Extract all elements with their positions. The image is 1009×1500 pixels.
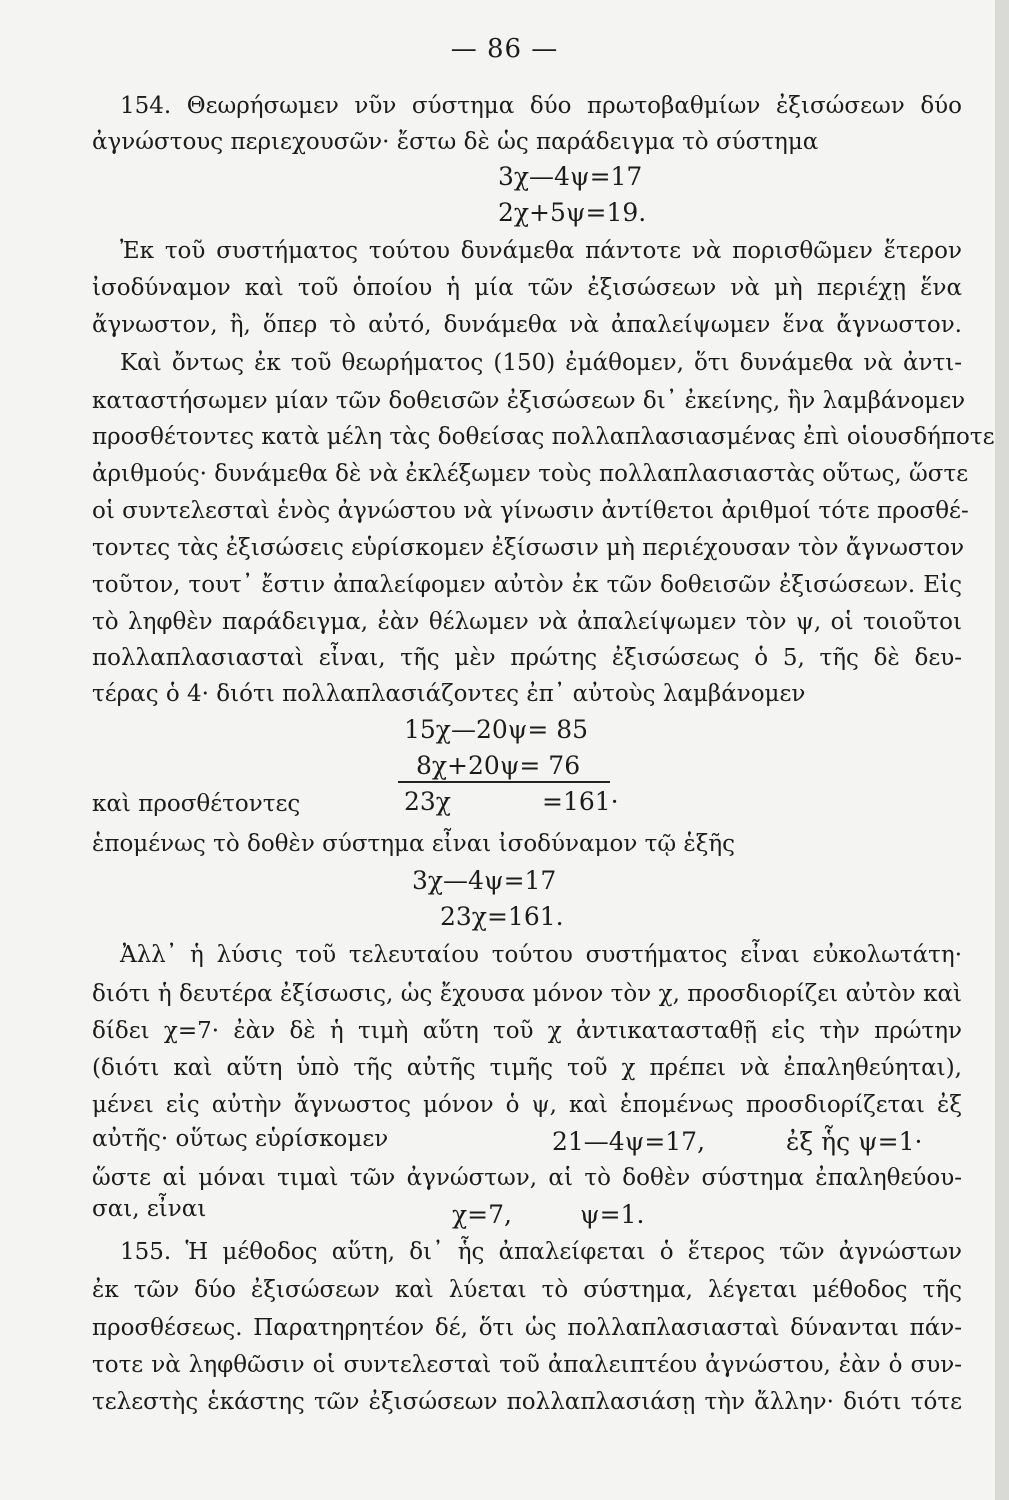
sum-rule [398, 781, 610, 783]
text-line: οἱ συντελεσταὶ ἑνὸς ἀγνώστου νὰ γίνωσιν ἀντίθετοι ἀριθμοί τότε προσθέ- [92, 498, 969, 524]
text-line: τοῦτον, τουτ᾽ ἔστιν ἀπαλείφομεν αὐτὸν ἐκ τῶν δοθεισῶν ἐξισώσεων. Εἰς [92, 572, 962, 598]
text-line: τοτε νὰ ληφθῶσιν οἱ συντελεσταὶ τοῦ ἀπαλειπτέου ἀγνώστου, ἐὰν ὁ συν- [92, 1352, 962, 1378]
text-line: προσθέσεως. Παρατηρητέον δέ, ὅτι ὡς πολλαπλασιασταὶ δύνανται πάν- [92, 1315, 962, 1341]
text-line: 154. Θεωρήσωμεν νῦν σύστημα δύο πρωτοβαθμίων ἐξισώσεων δύο [120, 93, 962, 119]
equation: ψ=1. [580, 1200, 645, 1229]
equation: 21—4ψ=17, [552, 1127, 706, 1156]
equation: 3χ—4ψ=17 [412, 866, 557, 895]
text-line: δίδει χ=7· ἐὰν δὲ ἡ τιμὴ αὕτη τοῦ χ ἀντικατασταθῇ εἰς τὴν πρώτην [92, 1018, 962, 1044]
text-line: καὶ προσθέτοντες [92, 791, 301, 817]
equation: 8χ+20ψ= 76 [416, 751, 581, 780]
text-line: Καὶ ὄντως ἐκ τοῦ θεωρήματος (150) ἐμάθομεν, ὅτι δυνάμεθα νὰ ἀντι- [120, 350, 962, 376]
equation: 23χ [404, 787, 451, 816]
text-line: ἑπομένως τὸ δοθὲν σύστημα εἶναι ἰσοδύναμον τῷ ἑξῆς [92, 831, 736, 857]
text-line: τέρας ὁ 4· διότι πολλαπλασιάζοντες ἐπ᾽ αὐτοὺς λαμβάνομεν [92, 681, 806, 707]
equation: 15χ—20ψ= 85 [404, 715, 589, 744]
text-line: πολλαπλασιασταὶ εἶναι, τῆς μὲν πρώτης ἐξισώσεως ὁ 5, τῆς δὲ δευ- [92, 645, 962, 671]
equation: 2χ+5ψ=19. [498, 198, 647, 227]
equation: 3χ—4ψ=17 [498, 162, 643, 191]
page-number: — 86 — [450, 34, 559, 64]
text-line: αὐτῆς· οὕτως εὑρίσκομεν [92, 1126, 389, 1152]
text-line: τοντες τὰς ἐξισώσεις εὑρίσκομεν ἐξίσωσιν μὴ περιέχουσαν τὸν ἄγνωστον [92, 535, 965, 561]
text-line: (διότι καὶ αὕτη ὑπὸ τῆς αὐτῆς τιμῆς τοῦ χ πρέπει νὰ ἐπαληθεύηται), [92, 1055, 962, 1081]
page-edge [995, 0, 1009, 1500]
text-line: 155. Ἡ μέθοδος αὕτη, δι᾽ ἧς ἀπαλείφεται ὁ ἕτερος τῶν ἀγνώστων [120, 1239, 962, 1265]
text-line: προσθέτοντες κατὰ μέλη τὰς δοθείσας πολλαπλασιασμένας ἐπὶ οἱουσδήποτε [92, 424, 995, 450]
text-line: καταστήσωμεν μίαν τῶν δοθεισῶν ἐξισώσεων δι᾽ ἐκείνης, ἣν λαμβάνομεν [92, 388, 966, 414]
text-line: Ἐκ τοῦ συστήματος τούτου δυνάμεθα πάντοτε νὰ πορισθῶμεν ἕτερον [120, 238, 962, 264]
equation: χ=7, [452, 1200, 512, 1229]
text-line: τὸ ληφθὲν παράδειγμα, ἐὰν θέλωμεν νὰ ἀπαλείψωμεν τὸν ψ, οἱ τοιοῦτοι [92, 609, 962, 635]
text-line: ἰσοδύναμον καὶ τοῦ ὁποίου ἡ μία τῶν ἐξισώσεων νὰ μὴ περιέχῃ ἕνα [92, 275, 962, 301]
text-line: ἀγνώστους περιεχουσῶν· ἔστω δὲ ὡς παράδειγμα τὸ σύστημα [92, 129, 819, 155]
text-line: μένει εἰς αὐτὴν ἄγνωστος μόνον ὁ ψ, καὶ ἑπομένως προσδιορίζεται ἐξ [92, 1092, 962, 1118]
text-line: ἄγνωστον, ἢ, ὅπερ τὸ αὐτό, δυνάμεθα νὰ ἀπαλείψωμεν ἕνα ἄγνωστον. [92, 312, 962, 338]
text-line: Ἀλλ᾽ ἡ λύσις τοῦ τελευταίου τούτου συστήματος εἶναι εὐκολωτάτη· [120, 942, 962, 968]
text-line: διότι ἡ δευτέρα ἐξίσωσις, ὡς ἔχουσα μόνον τὸν χ, προσδιορίζει αὐτὸν καὶ [92, 981, 962, 1007]
equation: ἐξ ἧς ψ=1· [786, 1127, 923, 1156]
equation: 23χ=161. [440, 902, 564, 931]
text-line: τελεστὴς ἑκάστης τῶν ἐξισώσεων πολλαπλασιάσῃ τὴν ἄλλην· διότι τότε [92, 1389, 962, 1415]
text-line: ἀριθμούς· δυνάμεθα δὲ νὰ ἐκλέξωμεν τοὺς πολλαπλασιαστὰς οὕτως, ὥστε [92, 461, 969, 487]
text-line: σαι, εἶναι [92, 1196, 207, 1222]
text-line: ὥστε αἱ μόναι τιμαὶ τῶν ἀγνώστων, αἱ τὸ δοθὲν σύστημα ἐπαληθεύου- [92, 1165, 962, 1191]
equation: =161· [542, 787, 619, 816]
text-line: ἐκ τῶν δύο ἐξισώσεων καὶ λύεται τὸ σύστημα, λέγεται μέθοδος τῆς [92, 1277, 962, 1303]
